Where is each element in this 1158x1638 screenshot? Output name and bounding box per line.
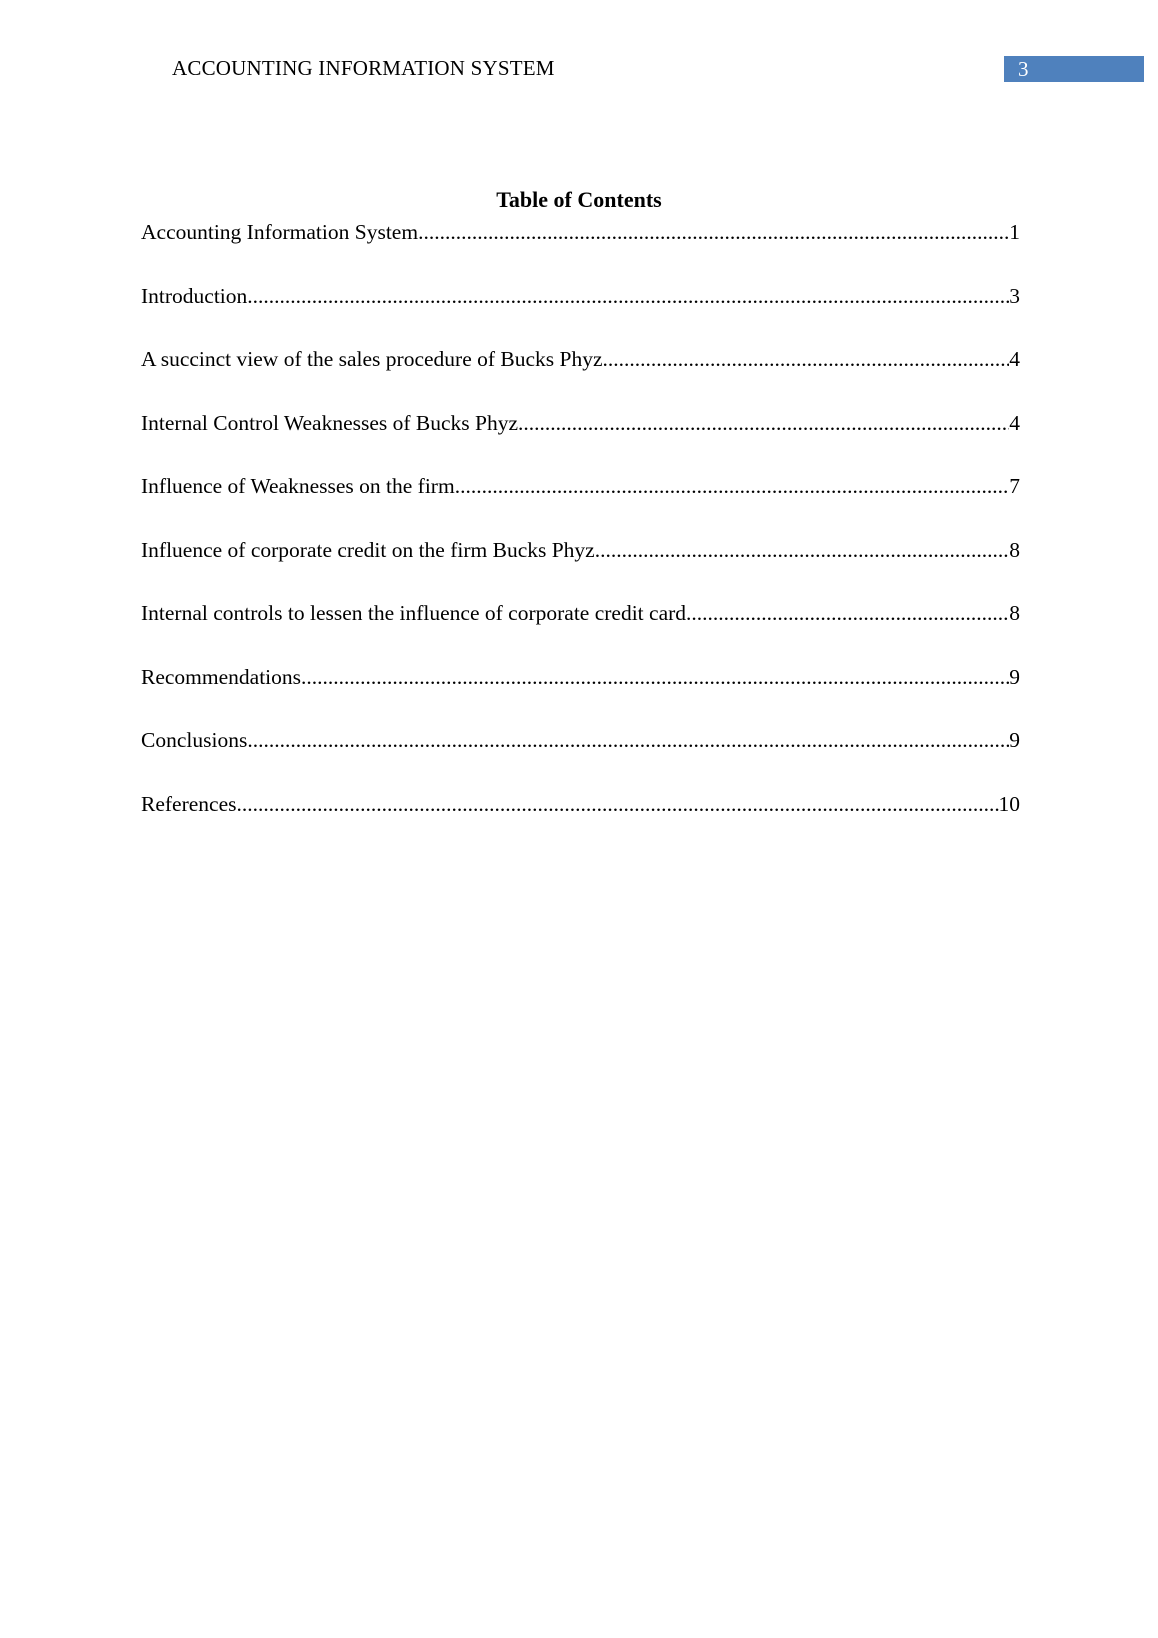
toc-entry-title: Influence of corporate credit on the firm Bucks Phyz bbox=[141, 537, 595, 562]
toc-leader-dots bbox=[595, 536, 1010, 564]
running-head: ACCOUNTING INFORMATION SYSTEM bbox=[172, 56, 555, 80]
toc-leader-dots bbox=[686, 599, 1009, 627]
toc-entry[interactable] bbox=[141, 282, 1020, 346]
toc-entry-page: 4 bbox=[1009, 347, 1020, 371]
toc-entry-page: 9 bbox=[1009, 728, 1020, 752]
toc-entry-page: 9 bbox=[1009, 664, 1020, 689]
toc-entry[interactable] bbox=[141, 663, 1020, 727]
toc-list bbox=[141, 218, 1020, 853]
toc-leader-dots bbox=[418, 218, 1009, 246]
toc-leader-dots bbox=[518, 409, 1009, 437]
toc-leader-dots bbox=[247, 282, 1009, 310]
toc-entry-title: References bbox=[141, 791, 237, 816]
toc-entry-page: 7 bbox=[1009, 474, 1020, 498]
toc-leader-dots bbox=[301, 663, 1009, 691]
toc-entry[interactable] bbox=[141, 790, 1020, 854]
toc-entry-title: Influence of Weaknesses on the firm bbox=[141, 474, 455, 498]
toc-entry-title: Accounting Information System bbox=[141, 220, 419, 244]
toc-leader-dots bbox=[455, 472, 1010, 500]
toc-entry[interactable] bbox=[141, 472, 1020, 536]
toc-entry[interactable] bbox=[141, 345, 1020, 409]
page-number: 3 bbox=[1004, 56, 1144, 82]
toc-leader-dots bbox=[603, 345, 1010, 373]
toc-entry[interactable] bbox=[141, 599, 1020, 663]
toc-entry[interactable] bbox=[141, 409, 1020, 473]
toc-entry[interactable] bbox=[141, 218, 1020, 282]
toc-leader-dots bbox=[237, 790, 999, 818]
toc-entry-page: 4 bbox=[1009, 410, 1020, 435]
toc-entry-title: Internal controls to lessen the influence of corporate credit card bbox=[141, 601, 687, 625]
toc-entry-title: Internal Control Weaknesses of Bucks Phyz bbox=[141, 410, 519, 435]
toc-entry[interactable] bbox=[141, 536, 1020, 600]
toc-entry-page: 8 bbox=[1009, 537, 1020, 562]
toc-entry-title: A succinct view of the sales procedure of Bucks Phyz bbox=[141, 347, 603, 371]
toc-entry-page: 1 bbox=[1009, 220, 1020, 244]
toc-entry-page: 8 bbox=[1009, 601, 1020, 625]
toc-leader-dots bbox=[247, 726, 1009, 754]
toc-entry[interactable] bbox=[141, 726, 1020, 790]
toc-entry-page: 10 bbox=[998, 791, 1020, 816]
toc-title: Table of Contents bbox=[496, 187, 662, 212]
toc-entry-title: Recommendations bbox=[141, 664, 302, 689]
toc-entry-title: Conclusions bbox=[141, 728, 248, 752]
toc-entry-page: 3 bbox=[1009, 283, 1020, 308]
toc-entry-title: Introduction bbox=[141, 283, 248, 308]
